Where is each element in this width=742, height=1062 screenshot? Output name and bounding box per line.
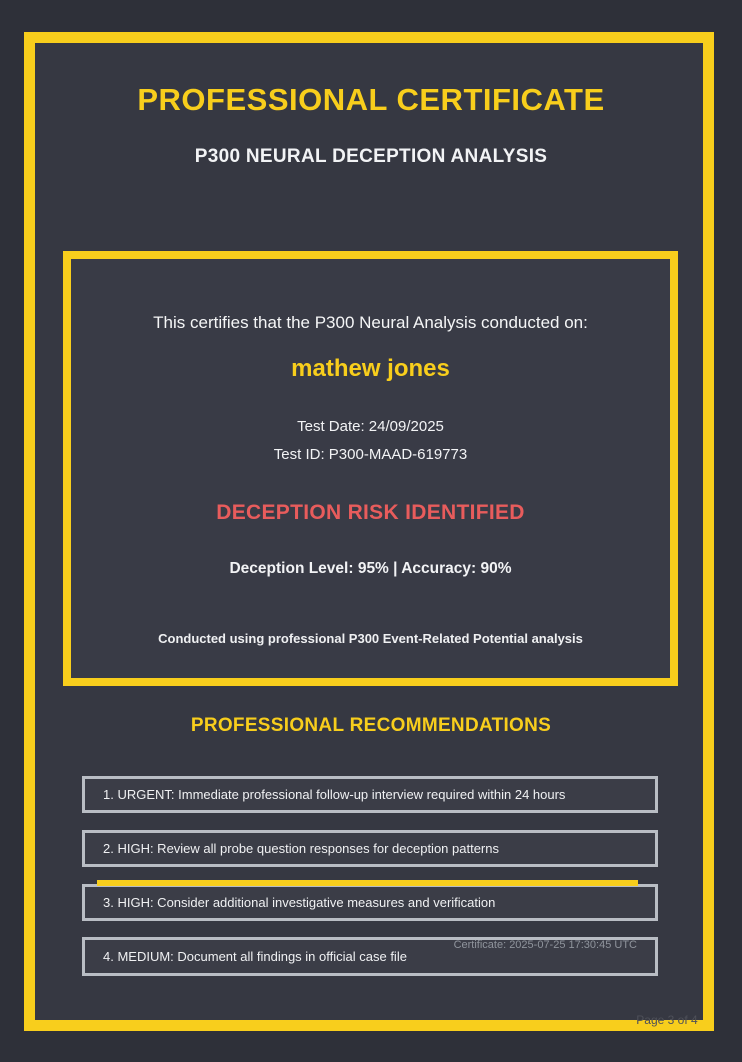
page-title: PROFESSIONAL CERTIFICATE <box>137 82 605 117</box>
yellow-highlight-stripe <box>97 880 638 886</box>
recommendation-item-2-label: 2. HIGH: Review all probe question responses for deception patterns <box>103 841 499 856</box>
recommendation-item-2 <box>82 830 658 867</box>
page-number: Page 3 of 4 <box>636 1013 698 1027</box>
recommendation-item-3-label: 3. HIGH: Consider additional investigative measures and verification <box>103 895 496 910</box>
method-line: Conducted using professional P300 Event-Related Potential analysis <box>158 631 583 646</box>
recommendations-title: PROFESSIONAL RECOMMENDATIONS <box>190 715 552 736</box>
subject-name: mathew jones <box>291 355 450 382</box>
recommendation-item-3 <box>82 884 658 921</box>
certify-line: This certifies that the P300 Neural Analysis conducted on: <box>153 313 588 332</box>
metrics-line: Deception Level: 95% | Accuracy: 90% <box>229 560 512 577</box>
test-id: Test ID: P300-MAAD-619773 <box>273 446 468 463</box>
recommendation-item-1 <box>82 776 658 813</box>
page-subtitle: P300 NEURAL DECEPTION ANALYSIS <box>194 146 548 167</box>
results-panel <box>63 251 678 686</box>
certificate-timestamp: Certificate: 2025-07-25 17:30:45 UTC <box>453 939 637 951</box>
recommendation-item-1-label: 1. URGENT: Immediate professional follow-up interview required within 24 hours <box>103 787 566 802</box>
test-date: Test Date: 24/09/2025 <box>297 418 444 435</box>
risk-result-status: DECEPTION RISK IDENTIFIED <box>216 501 525 524</box>
recommendation-item-4-label: 4. MEDIUM: Document all findings in official case file <box>103 949 407 964</box>
